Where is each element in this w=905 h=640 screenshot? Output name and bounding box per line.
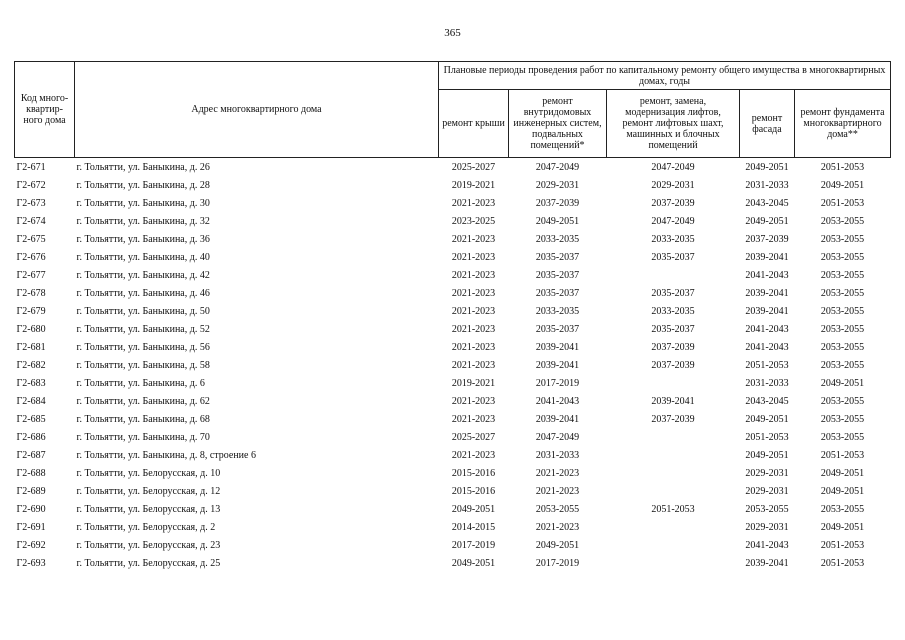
cell-code: Г2-693 <box>16 557 46 569</box>
cell-facade: 2029-2031 <box>745 485 789 497</box>
cell-elevators: 2037-2039 <box>651 413 695 425</box>
cell-address: г. Тольятти, ул. Белорусская, д. 25 <box>76 557 221 569</box>
cell-facade: 2039-2041 <box>745 251 789 263</box>
cell-foundation: 2053-2055 <box>820 341 865 353</box>
page-number: 365 <box>444 27 461 39</box>
cell-code: Г2-686 <box>16 431 46 443</box>
header-foundation: ремонт фундамента многоквартирного дома** <box>795 90 891 158</box>
header-facade: ремонт фасада <box>740 90 795 158</box>
cell-address: г. Тольятти, ул. Баныкина, д. 36 <box>76 233 210 245</box>
cell-facade: 2029-2031 <box>745 521 789 533</box>
cell-roof: 2021-2023 <box>451 305 496 317</box>
cell-foundation: 2049-2051 <box>820 467 865 479</box>
cell-elevators <box>607 464 740 482</box>
cell-engineering: 2035-2037 <box>535 287 580 299</box>
table-row <box>15 284 891 302</box>
header-roof: ремонт крыши <box>439 90 509 158</box>
cell-roof: 2021-2023 <box>451 413 496 425</box>
cell-elevators: 2033-2035 <box>651 233 695 245</box>
cell-foundation: 2051-2053 <box>820 161 865 173</box>
cell-roof: 2025-2027 <box>451 161 496 173</box>
cell-engineering: 2017-2019 <box>535 377 580 389</box>
cell-engineering: 2017-2019 <box>535 557 580 569</box>
cell-facade: 2049-2051 <box>745 215 789 227</box>
table-row <box>15 464 891 482</box>
cell-address: г. Тольятти, ул. Белорусская, д. 2 <box>76 521 216 533</box>
cell-roof: 2019-2021 <box>451 179 496 191</box>
cell-roof: 2017-2019 <box>451 539 496 551</box>
cell-elevators <box>607 428 740 446</box>
cell-address: г. Тольятти, ул. Баныкина, д. 28 <box>76 179 210 191</box>
cell-foundation: 2053-2055 <box>820 323 865 335</box>
cell-foundation: 2051-2053 <box>820 449 865 461</box>
cell-facade: 2049-2051 <box>745 449 789 461</box>
cell-foundation: 2053-2055 <box>820 395 865 407</box>
table-row <box>15 248 891 266</box>
cell-code: Г2-682 <box>16 359 46 371</box>
cell-code: Г2-675 <box>16 233 46 245</box>
table-row <box>15 230 891 248</box>
cell-foundation: 2051-2053 <box>820 197 865 209</box>
cell-code: Г2-684 <box>16 395 46 407</box>
cell-code: Г2-690 <box>16 503 46 515</box>
cell-foundation: 2051-2053 <box>820 557 865 569</box>
cell-engineering: 2049-2051 <box>535 539 580 551</box>
cell-address: г. Тольятти, ул. Баныкина, д. 50 <box>76 305 210 317</box>
table-row <box>15 536 891 554</box>
table-row <box>15 302 891 320</box>
cell-facade: 2041-2043 <box>745 341 789 353</box>
cell-engineering: 2053-2055 <box>535 503 580 515</box>
cell-facade: 2051-2053 <box>745 431 789 443</box>
cell-roof: 2021-2023 <box>451 323 496 335</box>
cell-foundation: 2053-2055 <box>820 233 865 245</box>
cell-elevators: 2035-2037 <box>651 323 695 335</box>
header-periods-group: Плановые периоды проведения работ по капитальному ремонту общего имущества в многоквартирных домах, годы <box>439 62 891 90</box>
cell-address: г. Тольятти, ул. Баныкина, д. 26 <box>76 161 210 173</box>
cell-foundation: 2049-2051 <box>820 377 865 389</box>
cell-roof: 2049-2051 <box>451 557 496 569</box>
table-row <box>15 518 891 536</box>
cell-address: г. Тольятти, ул. Баныкина, д. 30 <box>76 197 210 209</box>
cell-address: г. Тольятти, ул. Белорусская, д. 23 <box>76 539 221 551</box>
table-row <box>15 266 891 284</box>
cell-address: г. Тольятти, ул. Баныкина, д. 70 <box>76 431 210 443</box>
table-row <box>15 374 891 392</box>
cell-foundation: 2053-2055 <box>820 359 865 371</box>
cell-elevators <box>607 374 740 392</box>
table-row <box>15 392 891 410</box>
cell-facade: 2031-2033 <box>745 179 789 191</box>
cell-facade: 2051-2053 <box>745 359 789 371</box>
cell-code: Г2-692 <box>16 539 46 551</box>
cell-facade: 2041-2043 <box>745 323 789 335</box>
cell-elevators: 2047-2049 <box>651 215 695 227</box>
cell-foundation: 2053-2055 <box>820 269 865 281</box>
cell-address: г. Тольятти, ул. Баныкина, д. 62 <box>76 395 210 407</box>
cell-roof: 2021-2023 <box>451 449 496 461</box>
table-row <box>15 410 891 428</box>
cell-engineering: 2035-2037 <box>535 251 580 263</box>
table-row <box>15 320 891 338</box>
header-address: Адрес многоквартирного дома <box>75 62 439 158</box>
cell-roof: 2021-2023 <box>451 269 496 281</box>
cell-foundation: 2053-2055 <box>820 503 865 515</box>
cell-engineering: 2039-2041 <box>535 413 580 425</box>
cell-elevators <box>607 446 740 464</box>
cell-code: Г2-671 <box>16 161 46 173</box>
cell-address: г. Тольятти, ул. Баныкина, д. 32 <box>76 215 210 227</box>
cell-engineering: 2037-2039 <box>535 197 580 209</box>
cell-engineering: 2029-2031 <box>535 179 580 191</box>
cell-code: Г2-691 <box>16 521 46 533</box>
cell-engineering: 2039-2041 <box>535 359 580 371</box>
cell-foundation: 2049-2051 <box>820 521 865 533</box>
cell-engineering: 2021-2023 <box>535 521 580 533</box>
cell-elevators <box>607 536 740 554</box>
cell-foundation: 2053-2055 <box>820 431 865 443</box>
table-row <box>15 338 891 356</box>
cell-engineering: 2047-2049 <box>535 161 580 173</box>
cell-roof: 2015-2016 <box>451 485 496 497</box>
cell-elevators: 2029-2031 <box>651 179 695 191</box>
cell-roof: 2019-2021 <box>451 377 496 389</box>
cell-elevators <box>607 518 740 536</box>
cell-address: г. Тольятти, ул. Белорусская, д. 10 <box>76 467 221 479</box>
cell-elevators <box>607 554 740 572</box>
cell-facade: 2041-2043 <box>745 539 789 551</box>
cell-facade: 2043-2045 <box>745 395 789 407</box>
cell-address: г. Тольятти, ул. Баныкина, д. 42 <box>76 269 210 281</box>
cell-code: Г2-672 <box>16 179 46 191</box>
cell-roof: 2021-2023 <box>451 287 496 299</box>
cell-code: Г2-680 <box>16 323 46 335</box>
cell-facade: 2039-2041 <box>745 557 789 569</box>
cell-roof: 2023-2025 <box>451 215 496 227</box>
cell-roof: 2021-2023 <box>451 197 496 209</box>
cell-code: Г2-688 <box>16 467 46 479</box>
table-row <box>15 446 891 464</box>
cell-roof: 2021-2023 <box>451 395 496 407</box>
cell-elevators: 2035-2037 <box>651 251 695 263</box>
cell-elevators: 2051-2053 <box>651 503 695 515</box>
table-row <box>15 194 891 212</box>
cell-facade: 2043-2045 <box>745 197 789 209</box>
cell-code: Г2-674 <box>16 215 46 227</box>
cell-elevators: 2047-2049 <box>651 161 695 173</box>
cell-address: г. Тольятти, ул. Баныкина, д. 56 <box>76 341 210 353</box>
cell-address: г. Тольятти, ул. Баныкина, д. 8, строение 6 <box>76 449 256 461</box>
cell-code: Г2-683 <box>16 377 46 389</box>
cell-engineering: 2033-2035 <box>535 305 580 317</box>
cell-address: г. Тольятти, ул. Баныкина, д. 68 <box>76 413 210 425</box>
cell-address: г. Тольятти, ул. Баныкина, д. 40 <box>76 251 210 263</box>
cell-code: Г2-673 <box>16 197 46 209</box>
cell-elevators <box>607 482 740 500</box>
cell-foundation: 2053-2055 <box>820 215 865 227</box>
table-row <box>15 554 891 572</box>
cell-facade: 2049-2051 <box>745 413 789 425</box>
cell-address: г. Тольятти, ул. Белорусская, д. 12 <box>76 485 221 497</box>
header-elevators: ремонт, замена, модернизация лифтов, ремонт лифтовых шахт, машинных и блочных помещений <box>607 90 740 158</box>
cell-engineering: 2021-2023 <box>535 467 580 479</box>
cell-foundation: 2053-2055 <box>820 251 865 263</box>
cell-roof: 2014-2015 <box>451 521 496 533</box>
cell-roof: 2015-2016 <box>451 467 496 479</box>
cell-code: Г2-687 <box>16 449 46 461</box>
cell-code: Г2-685 <box>16 413 46 425</box>
cell-code: Г2-689 <box>16 485 46 497</box>
cell-engineering: 2047-2049 <box>535 431 580 443</box>
cell-engineering: 2035-2037 <box>535 323 580 335</box>
cell-code: Г2-681 <box>16 341 46 353</box>
cell-roof: 2021-2023 <box>451 251 496 263</box>
cell-roof: 2021-2023 <box>451 359 496 371</box>
cell-facade: 2037-2039 <box>745 233 789 245</box>
cell-foundation: 2049-2051 <box>820 485 865 497</box>
cell-roof: 2025-2027 <box>451 431 496 443</box>
cell-engineering: 2031-2033 <box>535 449 580 461</box>
table-row <box>15 482 891 500</box>
cell-code: Г2-676 <box>16 251 46 263</box>
cell-address: г. Тольятти, ул. Баныкина, д. 58 <box>76 359 210 371</box>
cell-facade: 2029-2031 <box>745 467 789 479</box>
cell-facade: 2031-2033 <box>745 377 789 389</box>
cell-engineering: 2021-2023 <box>535 485 580 497</box>
table-row <box>15 212 891 230</box>
cell-facade: 2053-2055 <box>745 503 789 515</box>
table-row <box>15 158 891 177</box>
cell-elevators: 2035-2037 <box>651 287 695 299</box>
cell-elevators: 2037-2039 <box>651 359 695 371</box>
header-code: Код много-квартир-ного дома <box>15 62 75 158</box>
cell-facade: 2049-2051 <box>745 161 789 173</box>
cell-code: Г2-677 <box>16 269 46 281</box>
cell-foundation: 2053-2055 <box>820 305 865 317</box>
table-header <box>15 62 891 158</box>
cell-engineering: 2041-2043 <box>535 395 580 407</box>
cell-code: Г2-678 <box>16 287 46 299</box>
cell-elevators: 2039-2041 <box>651 395 695 407</box>
table-row <box>15 176 891 194</box>
cell-foundation: 2053-2055 <box>820 413 865 425</box>
cell-engineering: 2049-2051 <box>535 215 580 227</box>
cell-roof: 2021-2023 <box>451 233 496 245</box>
cell-foundation: 2053-2055 <box>820 287 865 299</box>
cell-address: г. Тольятти, ул. Белорусская, д. 13 <box>76 503 221 515</box>
cell-facade: 2041-2043 <box>745 269 789 281</box>
cell-elevators: 2037-2039 <box>651 341 695 353</box>
cell-engineering: 2039-2041 <box>535 341 580 353</box>
cell-roof: 2049-2051 <box>451 503 496 515</box>
cell-elevators: 2037-2039 <box>651 197 695 209</box>
cell-engineering: 2033-2035 <box>535 233 580 245</box>
capital-repair-table <box>14 61 891 572</box>
table-body <box>15 158 891 573</box>
cell-engineering: 2035-2037 <box>535 269 580 281</box>
cell-address: г. Тольятти, ул. Баныкина, д. 46 <box>76 287 210 299</box>
cell-elevators <box>607 266 740 284</box>
cell-code: Г2-679 <box>16 305 46 317</box>
cell-roof: 2021-2023 <box>451 341 496 353</box>
table-row <box>15 500 891 518</box>
table-row <box>15 428 891 446</box>
cell-facade: 2039-2041 <box>745 305 789 317</box>
cell-elevators: 2033-2035 <box>651 305 695 317</box>
cell-address: г. Тольятти, ул. Баныкина, д. 6 <box>76 377 205 389</box>
cell-address: г. Тольятти, ул. Баныкина, д. 52 <box>76 323 210 335</box>
cell-foundation: 2051-2053 <box>820 539 865 551</box>
header-engineering: ремонт внутридомовых инженерных систем, подвальных помещений* <box>509 90 607 158</box>
table-row <box>15 356 891 374</box>
cell-facade: 2039-2041 <box>745 287 789 299</box>
cell-foundation: 2049-2051 <box>820 179 865 191</box>
